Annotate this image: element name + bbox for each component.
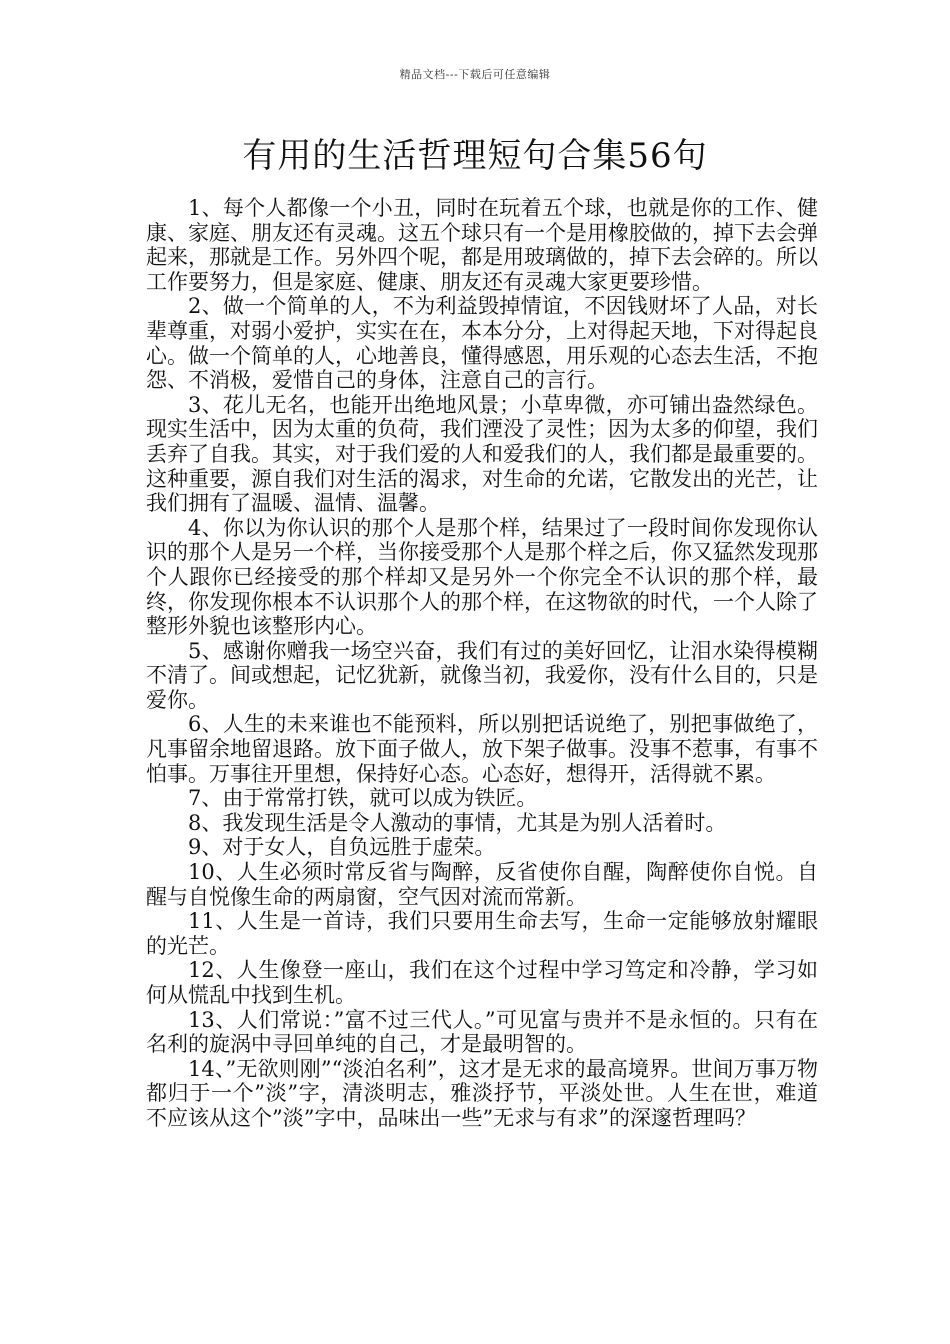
paragraph-1: 1、每个人都像一个小丑，同时在玩着五个球，也就是你的工作、健康、家庭、朋友还有灵魂。这五个球只有一个是用橡胶做的，掉下去会弹起来，那就是工作。另外四个呢，都是用玻璃做的，掉下去会碎的。所以工作要努力，但是家庭、健康、朋友还有灵魂大家更要珍惜。 [146,196,818,294]
paragraph-6: 6、人生的未来谁也不能预料，所以别把话说绝了，别把事做绝了，凡事留余地留退路。放下面子做人，放下架子做事。没事不惹事，有事不怕事。万事往开里想，保持好心态。心态好，想得开，活得就不累。 [146,712,818,786]
paragraph-10: 10、人生必须时常反省与陶醉，反省使你自醒，陶醉使你自悦。自醒与自悦像生命的两扇窗，空气因对流而常新。 [146,860,818,909]
paragraph-14: 14、”无欲则刚”“淡泊名利”，这才是无求的最高境界。世间万事万物都归于一个”淡”字，清淡明志，雅淡抒节，平淡处世。人生在世，难道不应该从这个”淡”字中，品味出一些”无求与有求”的深邃哲理吗？ [146,1056,818,1130]
paragraph-3: 3、花儿无名，也能开出绝地风景；小草卑微，亦可铺出盎然绿色。现实生活中，因为太重的负荷，我们湮没了灵性；因为太多的仰望，我们丢弃了自我。其实，对于我们爱的人和爱我们的人，我们都是最重要的。这种重要，源自我们对生活的渴求，对生命的允诺，它散发出的光芒，让我们拥有了温暖、温情、温馨。 [146,392,818,516]
paragraph-4: 4、你以为你认识的那个人是那个样，结果过了一段时间你发现你认识的那个人是另一个样，当你接受那个人是那个样之后，你又猛然发现那个人跟你已经接受的那个样却又是另外一个你完全不认识的那个样，最终，你发现你根本不认识那个人的那个样，在这物欲的时代，一个人除了整形外貌也该整形内心。 [146,515,818,639]
paragraph-7: 7、由于常常打铁，就可以成为铁匠。 [188,786,538,811]
paragraph-12: 12、人生像登一座山，我们在这个过程中学习笃定和冷静，学习如何从慌乱中找到生机。 [146,958,818,1007]
paragraph-5: 5、感谢你赠我一场空兴奋，我们有过的美好回忆，让泪水染得模糊不清了。间或想起，记忆犹新，就像当初，我爱你，没有什么目的，只是爱你。 [146,638,818,712]
paragraph-11: 11、人生是一首诗，我们只要用生命去写，生命一定能够放射耀眼的光芒。 [146,909,818,958]
paragraph-8: 8、我发现生活是令人激动的事情，尤其是为别人活着时。 [188,810,727,835]
document-title: 有用的生活哲理短句合集56句 [242,136,708,176]
header-note: 精品文档---下载后可任意编辑 [399,68,551,81]
paragraph-9: 9、对于女人，自负远胜于虚荣。 [188,835,496,860]
paragraph-2: 2、做一个简单的人，不为利益毁掉情谊，不因钱财坏了人品，对长辈尊重，对弱小爱护，实实在在，本本分分，上对得起天地，下对得起良心。做一个简单的人，心地善良，懂得感恩，用乐观的心态去生活，不抱怨、不消极，爱惜自己的身体，注意自己的言行。 [146,294,818,393]
document-body [146,196,818,1131]
paragraph-13: 13、人们常说：”富不过三代人。”可见富与贵并不是永恒的。只有在名利的旋涡中寻回单纯的自己，才是最明智的。 [146,1007,818,1057]
